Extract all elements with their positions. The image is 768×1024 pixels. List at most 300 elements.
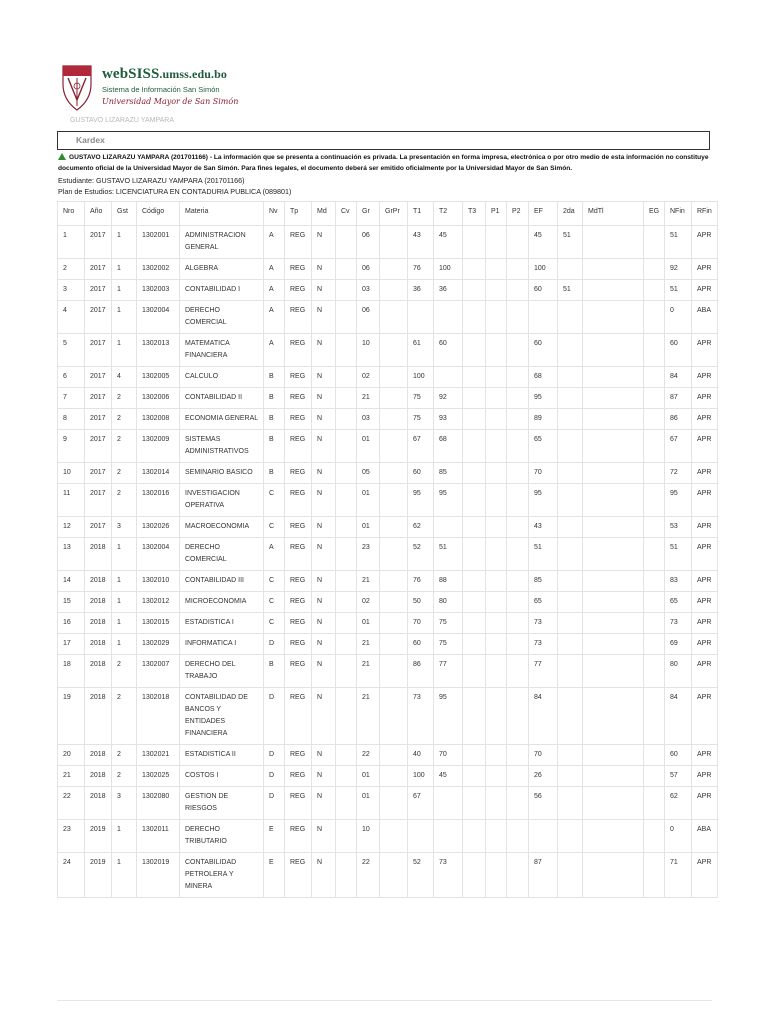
table-cell: APR xyxy=(692,787,718,820)
table-cell xyxy=(336,301,357,334)
table-cell: 1 xyxy=(112,571,137,592)
table-row xyxy=(58,853,718,898)
table-cell: 51 xyxy=(665,538,692,571)
table-cell: 1302004 xyxy=(137,538,180,571)
table-cell xyxy=(463,820,486,853)
table-cell: A xyxy=(264,538,285,571)
column-header: T1 xyxy=(408,202,434,226)
table-cell: APR xyxy=(692,388,718,409)
table-cell: 10 xyxy=(357,820,380,853)
table-cell: 02 xyxy=(357,367,380,388)
table-cell: REG xyxy=(285,226,312,259)
table-cell: N xyxy=(312,820,336,853)
table-cell: 9 xyxy=(58,430,85,463)
table-cell: REG xyxy=(285,613,312,634)
table-cell xyxy=(463,463,486,484)
table-cell xyxy=(486,517,507,538)
table-cell xyxy=(463,853,486,898)
table-cell: CONTABILIDAD I xyxy=(180,280,264,301)
table-cell xyxy=(644,820,665,853)
table-cell: B xyxy=(264,409,285,430)
table-cell: 70 xyxy=(529,745,558,766)
table-cell: 60 xyxy=(408,634,434,655)
table-cell xyxy=(336,280,357,301)
table-cell: 3 xyxy=(58,280,85,301)
table-cell: REG xyxy=(285,571,312,592)
table-cell: 76 xyxy=(408,259,434,280)
table-cell: 03 xyxy=(357,409,380,430)
table-cell xyxy=(380,388,408,409)
table-row xyxy=(58,745,718,766)
table-cell xyxy=(644,538,665,571)
table-cell: 26 xyxy=(529,766,558,787)
table-cell xyxy=(507,280,529,301)
table-cell: REG xyxy=(285,430,312,463)
table-cell: REG xyxy=(285,409,312,430)
table-cell: E xyxy=(264,820,285,853)
table-cell xyxy=(644,409,665,430)
table-cell: SEMINARIO BASICO xyxy=(180,463,264,484)
table-cell: 77 xyxy=(529,655,558,688)
table-cell: ABA xyxy=(692,301,718,334)
table-cell: 2018 xyxy=(85,787,112,820)
table-cell: 1302025 xyxy=(137,766,180,787)
table-cell xyxy=(583,388,644,409)
table-cell: REG xyxy=(285,367,312,388)
table-row xyxy=(58,280,718,301)
table-cell: 01 xyxy=(357,787,380,820)
table-cell: N xyxy=(312,592,336,613)
table-cell: 1 xyxy=(112,226,137,259)
table-cell: 60 xyxy=(529,280,558,301)
table-cell xyxy=(583,592,644,613)
table-cell: 62 xyxy=(408,517,434,538)
table-cell xyxy=(558,259,583,280)
table-cell: 2017 xyxy=(85,409,112,430)
table-cell xyxy=(558,430,583,463)
table-cell: N xyxy=(312,280,336,301)
panel-title: Kardex xyxy=(76,135,105,145)
table-cell: 87 xyxy=(529,853,558,898)
table-cell: REG xyxy=(285,634,312,655)
table-cell: 86 xyxy=(408,655,434,688)
table-cell: 1302029 xyxy=(137,634,180,655)
table-row xyxy=(58,766,718,787)
table-cell xyxy=(486,367,507,388)
table-cell xyxy=(336,334,357,367)
table-cell xyxy=(558,688,583,745)
table-cell: A xyxy=(264,301,285,334)
table-cell: 87 xyxy=(665,388,692,409)
table-cell xyxy=(644,388,665,409)
table-cell: 77 xyxy=(434,655,463,688)
table-cell: 01 xyxy=(357,484,380,517)
table-cell: 7 xyxy=(58,388,85,409)
table-cell xyxy=(644,613,665,634)
table-cell: 100 xyxy=(408,367,434,388)
table-cell: 1 xyxy=(112,334,137,367)
table-cell: E xyxy=(264,853,285,898)
table-cell: 60 xyxy=(665,745,692,766)
table-cell: SISTEMAS ADMINISTRATIVOS xyxy=(180,430,264,463)
table-row xyxy=(58,820,718,853)
table-cell xyxy=(463,613,486,634)
table-cell: 83 xyxy=(665,571,692,592)
table-cell: 1 xyxy=(112,592,137,613)
table-cell xyxy=(486,280,507,301)
table-cell xyxy=(507,226,529,259)
table-cell: 80 xyxy=(434,592,463,613)
table-cell: 43 xyxy=(408,226,434,259)
column-header: EG xyxy=(644,202,665,226)
table-cell: 95 xyxy=(434,484,463,517)
table-cell xyxy=(380,655,408,688)
table-cell: 95 xyxy=(665,484,692,517)
table-cell xyxy=(583,571,644,592)
table-cell: CONTABILIDAD III xyxy=(180,571,264,592)
table-cell xyxy=(336,517,357,538)
table-cell: C xyxy=(264,484,285,517)
table-cell xyxy=(336,388,357,409)
table-cell: B xyxy=(264,430,285,463)
brand-title xyxy=(102,66,238,83)
table-cell: 06 xyxy=(357,301,380,334)
table-cell: 2018 xyxy=(85,634,112,655)
table-cell: 0 xyxy=(665,820,692,853)
table-cell: A xyxy=(264,259,285,280)
table-cell xyxy=(644,766,665,787)
table-cell xyxy=(507,766,529,787)
table-row xyxy=(58,430,718,463)
table-cell xyxy=(583,655,644,688)
table-cell xyxy=(336,766,357,787)
table-cell xyxy=(336,592,357,613)
table-cell: 2019 xyxy=(85,853,112,898)
table-cell: 24 xyxy=(58,853,85,898)
table-cell: APR xyxy=(692,484,718,517)
table-row xyxy=(58,484,718,517)
table-cell: 2 xyxy=(58,259,85,280)
table-cell xyxy=(507,388,529,409)
table-cell xyxy=(434,301,463,334)
table-cell xyxy=(583,484,644,517)
table-cell: INFORMATICA I xyxy=(180,634,264,655)
table-cell: 1302004 xyxy=(137,301,180,334)
table-cell: 75 xyxy=(434,634,463,655)
table-cell xyxy=(463,688,486,745)
table-cell xyxy=(463,334,486,367)
table-cell xyxy=(558,820,583,853)
table-cell: 1302026 xyxy=(137,517,180,538)
table-cell xyxy=(463,388,486,409)
table-row xyxy=(58,592,718,613)
table-cell: C xyxy=(264,592,285,613)
table-cell: N xyxy=(312,409,336,430)
table-cell xyxy=(408,820,434,853)
table-cell: 36 xyxy=(408,280,434,301)
table-cell: 1302018 xyxy=(137,688,180,745)
table-cell xyxy=(380,571,408,592)
table-cell xyxy=(336,787,357,820)
table-cell: 2017 xyxy=(85,484,112,517)
column-header: NFin xyxy=(665,202,692,226)
table-cell xyxy=(644,688,665,745)
table-cell: D xyxy=(264,745,285,766)
table-cell xyxy=(380,280,408,301)
table-cell: 65 xyxy=(529,592,558,613)
table-cell: 73 xyxy=(529,634,558,655)
table-cell xyxy=(583,538,644,571)
table-cell xyxy=(380,301,408,334)
table-cell: APR xyxy=(692,517,718,538)
table-cell: 89 xyxy=(529,409,558,430)
table-cell xyxy=(486,226,507,259)
table-cell: D xyxy=(264,634,285,655)
column-header: Nv xyxy=(264,202,285,226)
table-cell: 12 xyxy=(58,517,85,538)
table-cell: 1302001 xyxy=(137,226,180,259)
table-cell xyxy=(558,388,583,409)
table-cell: 1302010 xyxy=(137,571,180,592)
table-cell xyxy=(583,853,644,898)
table-cell: 2017 xyxy=(85,226,112,259)
table-cell xyxy=(336,226,357,259)
table-cell: CONTABILIDAD PETROLERA Y MINERA xyxy=(180,853,264,898)
table-cell: ALGEBRA xyxy=(180,259,264,280)
table-cell: 100 xyxy=(408,766,434,787)
table-cell: 2 xyxy=(112,409,137,430)
column-header: MdTl xyxy=(583,202,644,226)
table-row xyxy=(58,463,718,484)
table-cell xyxy=(336,367,357,388)
table-cell xyxy=(507,430,529,463)
table-cell: 2 xyxy=(112,463,137,484)
table-cell: N xyxy=(312,517,336,538)
table-row xyxy=(58,571,718,592)
table-cell: MICROECONOMIA xyxy=(180,592,264,613)
table-cell: 85 xyxy=(434,463,463,484)
table-cell: APR xyxy=(692,634,718,655)
table-cell: 2018 xyxy=(85,655,112,688)
table-cell xyxy=(408,301,434,334)
table-cell: 67 xyxy=(408,430,434,463)
table-cell xyxy=(644,517,665,538)
table-cell xyxy=(486,259,507,280)
table-cell: 85 xyxy=(529,571,558,592)
table-cell: 6 xyxy=(58,367,85,388)
table-cell xyxy=(486,484,507,517)
table-cell xyxy=(644,280,665,301)
table-cell: 75 xyxy=(408,388,434,409)
table-cell: 2019 xyxy=(85,820,112,853)
table-cell: 61 xyxy=(408,334,434,367)
brand-block xyxy=(102,66,238,106)
table-cell xyxy=(336,655,357,688)
table-cell xyxy=(434,367,463,388)
table-cell: 56 xyxy=(529,787,558,820)
table-cell: 43 xyxy=(529,517,558,538)
table-header-row xyxy=(58,202,718,226)
table-cell xyxy=(434,787,463,820)
kardex-panel xyxy=(57,131,710,150)
table-cell: 1 xyxy=(112,820,137,853)
table-cell xyxy=(558,853,583,898)
table-cell: 60 xyxy=(434,334,463,367)
table-cell xyxy=(644,334,665,367)
table-cell: 67 xyxy=(408,787,434,820)
table-cell: 1 xyxy=(112,634,137,655)
table-cell xyxy=(583,820,644,853)
table-cell: 76 xyxy=(408,571,434,592)
table-cell xyxy=(583,634,644,655)
table-cell: 45 xyxy=(529,226,558,259)
table-cell: 40 xyxy=(408,745,434,766)
table-cell xyxy=(583,463,644,484)
table-row xyxy=(58,388,718,409)
table-cell: 10 xyxy=(357,334,380,367)
table-cell: 2 xyxy=(112,655,137,688)
student-info: Estudiante: GUSTAVO LIZARAZU YAMPARA (201701166) xyxy=(58,176,245,185)
table-cell: A xyxy=(264,334,285,367)
table-cell: D xyxy=(264,787,285,820)
table-cell: APR xyxy=(692,745,718,766)
table-cell xyxy=(380,409,408,430)
table-cell: 1302008 xyxy=(137,409,180,430)
table-cell: APR xyxy=(692,688,718,745)
table-cell: N xyxy=(312,745,336,766)
bottom-divider xyxy=(57,1000,712,1001)
table-cell xyxy=(583,766,644,787)
table-cell: 51 xyxy=(529,538,558,571)
table-cell: 23 xyxy=(357,538,380,571)
table-cell xyxy=(486,820,507,853)
table-cell: 86 xyxy=(665,409,692,430)
table-cell: APR xyxy=(692,334,718,367)
table-cell: 60 xyxy=(408,463,434,484)
table-cell: 2018 xyxy=(85,745,112,766)
table-cell xyxy=(463,787,486,820)
table-cell: REG xyxy=(285,820,312,853)
table-cell: 69 xyxy=(665,634,692,655)
table-cell: N xyxy=(312,766,336,787)
table-cell: 73 xyxy=(665,613,692,634)
table-cell xyxy=(336,688,357,745)
table-row xyxy=(58,655,718,688)
table-cell: 100 xyxy=(529,259,558,280)
table-row xyxy=(58,538,718,571)
table-cell: 68 xyxy=(434,430,463,463)
column-header: GrPr xyxy=(380,202,408,226)
table-cell xyxy=(507,655,529,688)
table-cell: B xyxy=(264,367,285,388)
table-cell: 92 xyxy=(665,259,692,280)
table-cell: 4 xyxy=(58,301,85,334)
table-cell: N xyxy=(312,613,336,634)
table-cell xyxy=(507,259,529,280)
table-cell xyxy=(583,409,644,430)
table-cell: APR xyxy=(692,259,718,280)
table-cell: A xyxy=(264,226,285,259)
table-cell: 84 xyxy=(665,367,692,388)
table-cell xyxy=(486,388,507,409)
table-cell xyxy=(336,430,357,463)
table-cell xyxy=(486,571,507,592)
table-cell: 13 xyxy=(58,538,85,571)
table-cell: N xyxy=(312,259,336,280)
table-cell: C xyxy=(264,613,285,634)
table-cell: 70 xyxy=(434,745,463,766)
table-cell: REG xyxy=(285,517,312,538)
table-cell xyxy=(583,517,644,538)
table-cell: APR xyxy=(692,430,718,463)
table-cell xyxy=(486,634,507,655)
table-cell: 2018 xyxy=(85,688,112,745)
table-cell: REG xyxy=(285,592,312,613)
table-cell: 2018 xyxy=(85,613,112,634)
table-cell: B xyxy=(264,388,285,409)
table-cell: 92 xyxy=(434,388,463,409)
table-cell: 1 xyxy=(112,853,137,898)
table-cell: INVESTIGACION OPERATIVA xyxy=(180,484,264,517)
table-cell: 1302003 xyxy=(137,280,180,301)
table-cell xyxy=(486,853,507,898)
table-cell: CONTABILIDAD DE BANCOS Y ENTIDADES FINANCIERA xyxy=(180,688,264,745)
table-cell: APR xyxy=(692,280,718,301)
table-row xyxy=(58,613,718,634)
table-cell: REG xyxy=(285,334,312,367)
table-row xyxy=(58,409,718,430)
table-cell: 1302002 xyxy=(137,259,180,280)
table-cell: 22 xyxy=(357,745,380,766)
table-cell: 21 xyxy=(357,571,380,592)
plan-info: Plan de Estudios: LICENCIATURA EN CONTADURIA PUBLICA (089801) xyxy=(58,187,292,196)
table-cell xyxy=(463,538,486,571)
table-cell: 75 xyxy=(408,409,434,430)
table-cell: 36 xyxy=(434,280,463,301)
table-cell: 1302011 xyxy=(137,820,180,853)
table-cell xyxy=(434,820,463,853)
table-cell xyxy=(336,820,357,853)
table-cell: DERECHO TRIBUTARIO xyxy=(180,820,264,853)
table-cell: 1302014 xyxy=(137,463,180,484)
table-cell xyxy=(507,571,529,592)
table-cell xyxy=(507,301,529,334)
table-cell xyxy=(336,571,357,592)
table-cell: 2 xyxy=(112,688,137,745)
table-cell xyxy=(486,301,507,334)
table-cell: 51 xyxy=(665,226,692,259)
table-cell xyxy=(644,745,665,766)
table-cell: 60 xyxy=(529,334,558,367)
table-cell xyxy=(380,787,408,820)
table-cell: 2018 xyxy=(85,592,112,613)
table-cell xyxy=(486,745,507,766)
table-cell: 02 xyxy=(357,592,380,613)
table-cell: GESTION DE RIESGOS xyxy=(180,787,264,820)
table-cell xyxy=(507,613,529,634)
table-cell: N xyxy=(312,463,336,484)
table-cell: 2017 xyxy=(85,388,112,409)
table-cell: 22 xyxy=(58,787,85,820)
table-cell xyxy=(644,226,665,259)
table-cell xyxy=(583,301,644,334)
column-header: P1 xyxy=(486,202,507,226)
column-header: Md xyxy=(312,202,336,226)
column-header: Año xyxy=(85,202,112,226)
brand-university: Universidad Mayor de San Simón xyxy=(102,97,239,106)
table-cell: 52 xyxy=(408,853,434,898)
privacy-notice xyxy=(58,153,712,174)
